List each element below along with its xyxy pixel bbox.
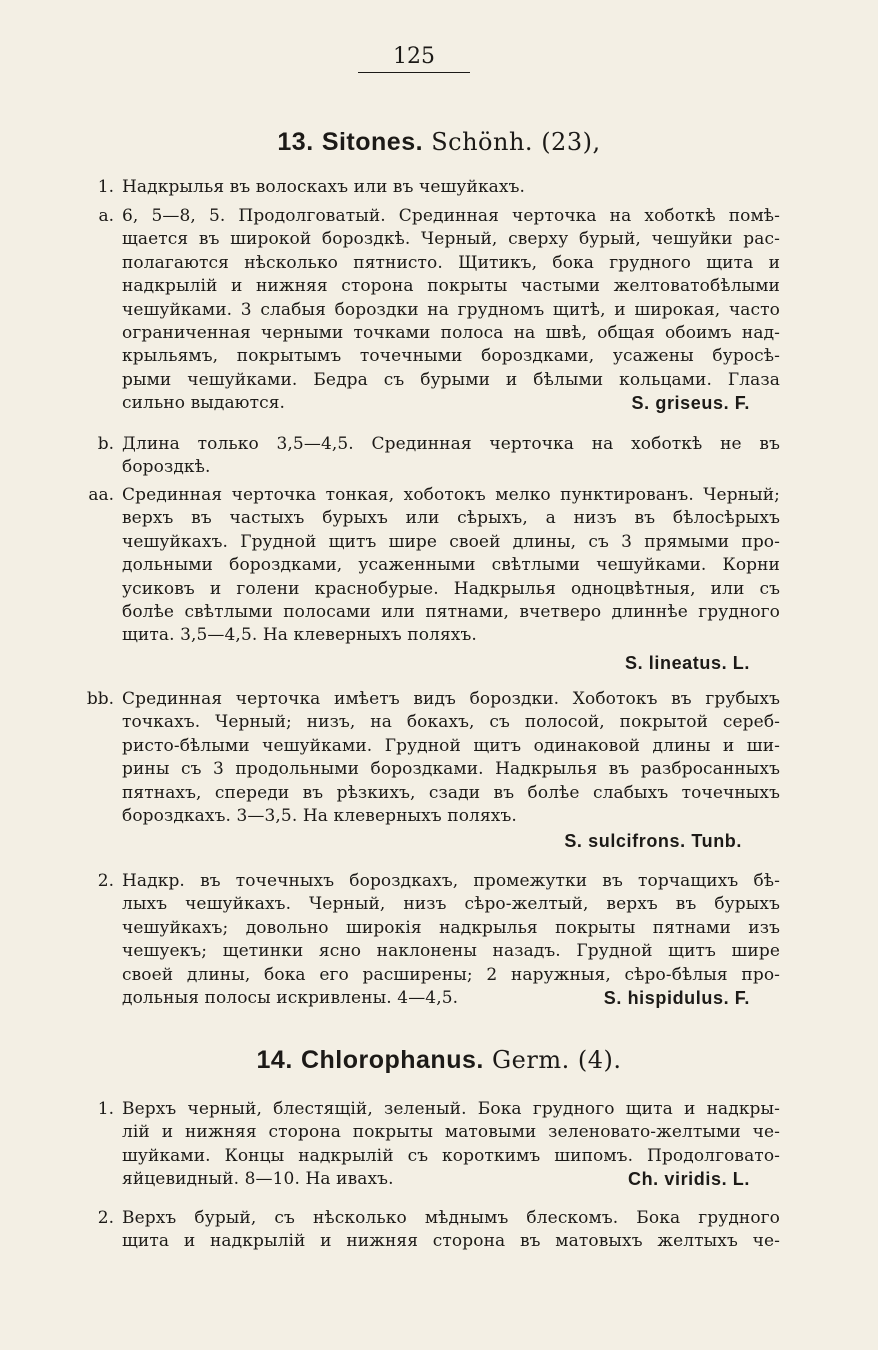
key-text-line: рыми чешуйками. Бедра съ бурыми и бѣлыми кольцами. Глаза bbox=[122, 369, 780, 390]
key-text-line: болѣе свѣтлыми полосами или пятнами, вчетверо длиннѣе грудного bbox=[122, 602, 780, 623]
section-heading-sitones bbox=[0, 128, 878, 157]
genus-author: Schönh. bbox=[431, 128, 534, 156]
key-text-line: полагаются нѣсколько пятнисто. Щитикъ, бока грудного щита и bbox=[122, 252, 780, 273]
key-entry-aa bbox=[80, 484, 780, 676]
key-marker: aa. bbox=[88, 485, 114, 505]
key-marker: 1. bbox=[97, 1099, 114, 1119]
key-text-line: щается въ широкой бороздкѣ. Черный, сверху бурый, чешуйки рас- bbox=[122, 229, 780, 250]
section-number: 14. bbox=[256, 1046, 293, 1074]
key-text-line: пятнахъ, спереди въ рѣзкихъ, сзади въ болѣе слабыхъ точечныхъ bbox=[122, 782, 780, 803]
key-text-line: лій и нижняя сторона покрыты матовыми зеленовато-желтыми че- bbox=[122, 1122, 780, 1143]
key-entry-1 bbox=[80, 176, 780, 199]
key-text-line: дольныя полосы искривлены. 4—4,5. bbox=[122, 988, 459, 1009]
species-count: (23), bbox=[541, 128, 601, 156]
key-entry-2 bbox=[80, 870, 780, 1010]
key-text-line: ристо-бѣлыми чешуйками. Грудной щитъ одинаковой длины и ши- bbox=[122, 735, 780, 756]
key-text-line: яйцевидный. 8—10. На ивахъ. bbox=[122, 1169, 394, 1190]
key-text-line: усиковъ и голени краснобурые. Надкрылья одноцвѣтныя, или съ bbox=[122, 578, 780, 599]
key-text-line: Длина только 3,5—4,5. Срединная черточка на хоботкѣ не въ bbox=[122, 434, 780, 454]
key-text-line: чешуйкахъ. Грудной щитъ шире своей длины, съ 3 прямыми про- bbox=[122, 531, 780, 552]
section-number: 13. bbox=[277, 128, 314, 156]
page-number: 125 bbox=[358, 44, 470, 73]
key-text-line: щита и надкрылій и нижняя сторона въ матовыхъ желтыхъ че- bbox=[122, 1231, 780, 1252]
key-marker: bb. bbox=[86, 689, 114, 709]
key-marker: 1. bbox=[97, 177, 114, 197]
key-text-line: своей длины, бока его расширены; 2 наружныя, сѣро-бѣлыя про- bbox=[122, 964, 780, 985]
key-entry-14-1 bbox=[80, 1098, 780, 1192]
key-marker: b. bbox=[97, 434, 114, 454]
key-text-line: верхъ въ частыхъ бурыхъ или сѣрыхъ, а низъ въ бѣлосѣрыхъ bbox=[122, 508, 780, 529]
species-name: Ch. viridis. L. bbox=[627, 1169, 750, 1190]
key-text-line: бороздкахъ. 3—3,5. На клеверныхъ поляхъ. bbox=[122, 806, 517, 827]
key-text-line: сильно выдаются. bbox=[122, 393, 286, 414]
key-text-line: Верхъ бурый, съ нѣсколько мѣднымъ блескомъ. Бока грудного bbox=[122, 1208, 780, 1228]
key-text-line: лыхъ чешуйкахъ. Черный, низъ сѣро-желтый, верхъ въ бурыхъ bbox=[122, 894, 780, 915]
species-name: S. sulcifrons. Tunb. bbox=[564, 831, 742, 852]
key-text-line: бороздкѣ. bbox=[122, 457, 211, 478]
key-marker: 2. bbox=[97, 871, 114, 891]
key-text-line: чешуйками. 3 слабыя бороздки на грудномъ щитѣ, и широкая, часто bbox=[122, 299, 780, 320]
section-heading-chlorophanus bbox=[0, 1046, 878, 1075]
key-text-line: точкахъ. Черный; низъ, на бокахъ, съ полосой, покрытой сереб- bbox=[122, 712, 780, 733]
key-text-line: шуйками. Концы надкрылій съ короткимъ шипомъ. Продолговато- bbox=[122, 1145, 780, 1166]
key-entry-14-2 bbox=[80, 1207, 780, 1254]
species-count: (4). bbox=[577, 1046, 622, 1074]
key-text-line: щита. 3,5—4,5. На клеверныхъ поляхъ. bbox=[122, 625, 477, 646]
key-text-line: Надкрылья въ волоскахъ или въ чешуйкахъ. bbox=[122, 177, 526, 197]
key-entry-bb bbox=[80, 688, 780, 855]
genus-name: Sitones. bbox=[321, 128, 424, 156]
key-text-line: чешуекъ; щетинки ясно наклонены назадъ. Грудной щитъ шире bbox=[122, 941, 780, 962]
genus-name: Chlorophanus. bbox=[300, 1046, 484, 1074]
key-marker: 2. bbox=[97, 1208, 114, 1228]
key-text-line: Верхъ черный, блестящій, зеленый. Бока грудного щита и надкры- bbox=[122, 1099, 780, 1119]
key-text-line: дольными бороздками, усаженными свѣтлыми чешуйками. Корни bbox=[122, 555, 780, 576]
key-text-line: 6, 5—8, 5. Продолговатый. Срединная черточка на хоботкѣ помѣ- bbox=[122, 206, 780, 226]
key-text-line: ограниченная черными точками полоса на швѣ, общая обоимъ над- bbox=[122, 323, 780, 344]
key-text-line: Срединная черточка имѣетъ видъ бороздки. Хоботокъ въ грубыхъ bbox=[122, 689, 780, 709]
key-text-line: Срединная черточка тонкая, хоботокъ мелко пунктированъ. Черный; bbox=[122, 485, 780, 505]
species-name: S. lineatus. L. bbox=[624, 652, 750, 673]
key-text-line: надкрылій и нижняя сторона покрыты частыми желтоватобѣлыми bbox=[122, 276, 780, 297]
species-name: S. hispidulus. F. bbox=[603, 988, 750, 1009]
species-name: S. griseus. F. bbox=[631, 393, 750, 414]
key-text-line: рины съ 3 продольными бороздками. Надкрылья въ разбросанныхъ bbox=[122, 759, 780, 780]
key-marker: a. bbox=[98, 206, 114, 226]
genus-author: Germ. bbox=[491, 1046, 570, 1074]
key-text-line: Надкр. въ точечныхъ бороздкахъ, промежутки въ торчащихъ бѣ- bbox=[122, 871, 780, 891]
key-text-line: чешуйкахъ; довольно широкія надкрылья покрыты пятнами изъ bbox=[122, 917, 780, 938]
key-entry-b bbox=[80, 433, 780, 480]
key-text-line: крыльямъ, покрытымъ точечными бороздками, усажены буросѣ- bbox=[122, 346, 780, 367]
key-entry-a bbox=[80, 205, 780, 416]
